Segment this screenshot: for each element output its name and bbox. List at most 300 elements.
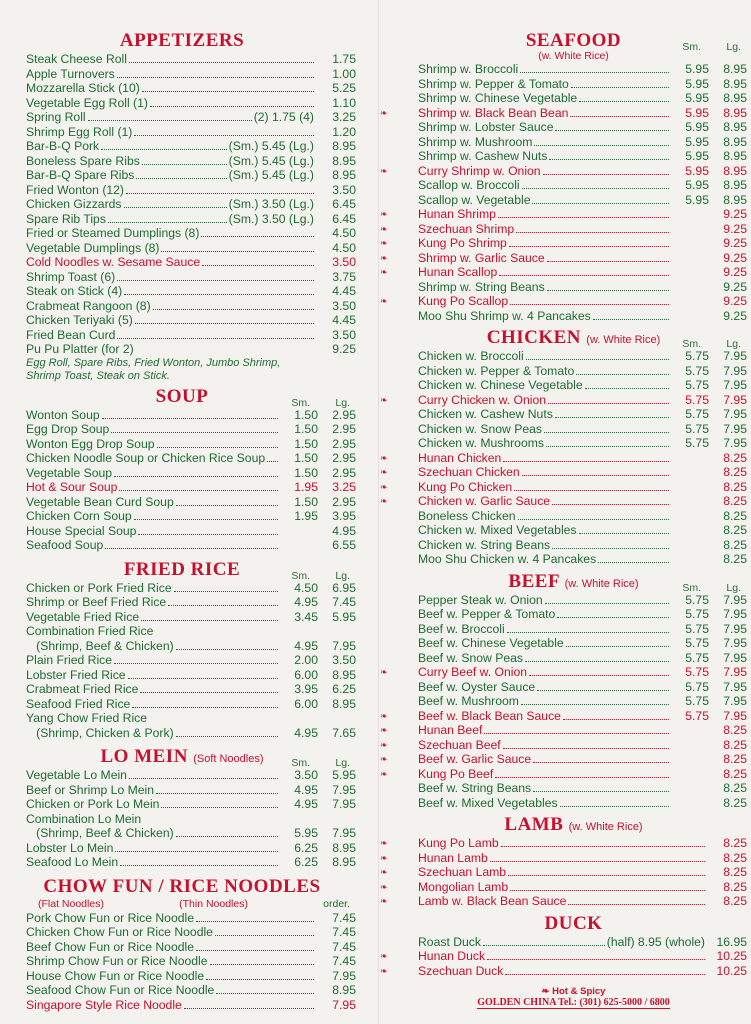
price-large: 8.25 bbox=[723, 523, 747, 537]
price-large: 2.95 bbox=[332, 407, 356, 422]
item-name: Scallop w. Vegetable bbox=[418, 192, 531, 207]
item-name: Chicken Noodle Soup or Chicken Rice Soup bbox=[26, 451, 266, 465]
menu-item bbox=[380, 737, 747, 753]
menu-item bbox=[8, 783, 356, 798]
section-soup bbox=[8, 386, 356, 553]
menu-item bbox=[8, 154, 356, 169]
price-small: 4.95 bbox=[294, 638, 318, 653]
dot-leader bbox=[598, 561, 669, 563]
menu-item bbox=[8, 768, 356, 783]
dot-leader bbox=[161, 806, 278, 808]
section-title-text: LAMB bbox=[504, 814, 564, 835]
item-name: Shrimp Toast (6) bbox=[26, 269, 116, 284]
price-large: 5.25 bbox=[332, 81, 356, 95]
item-name: Vegetable Dumplings (8) bbox=[26, 240, 160, 255]
menu-item bbox=[380, 163, 747, 179]
item-name: Shrimp or Beef Fried Rice bbox=[26, 595, 167, 609]
dot-leader bbox=[514, 489, 669, 491]
item-name: Singapore Style Rice Noodle bbox=[26, 997, 182, 1012]
item-name: Beef w. Black Bean Sauce bbox=[418, 708, 561, 723]
dot-leader bbox=[156, 792, 278, 794]
menu-item bbox=[8, 610, 356, 625]
price-large: 6.55 bbox=[332, 538, 356, 552]
item-name: Lobster Lo Mein bbox=[26, 840, 114, 855]
menu-item bbox=[8, 595, 356, 610]
price-large: 8.95 bbox=[332, 855, 356, 869]
price-small: 5.95 bbox=[685, 134, 709, 149]
dot-leader bbox=[135, 322, 314, 324]
dot-leader bbox=[128, 677, 278, 679]
price-large: 7.95 bbox=[332, 782, 356, 797]
dot-leader bbox=[114, 662, 278, 664]
item-name: Shrimp w. Lobster Sauce bbox=[418, 120, 554, 134]
contact-text: GOLDEN CHINA Tel.: (301) 625-5000 / 6800 bbox=[477, 997, 670, 1008]
pepper-icon: ❧ bbox=[380, 481, 388, 492]
dot-leader bbox=[498, 216, 669, 218]
dot-leader bbox=[532, 202, 669, 204]
section-title bbox=[400, 814, 747, 836]
item-name: Beef or Shrimp Lo Mein bbox=[26, 782, 155, 797]
price-small: 5.75 bbox=[685, 421, 709, 436]
section-title-text: FRIED RICE bbox=[123, 558, 241, 580]
menu-item bbox=[8, 125, 356, 140]
item-name: Beef w. Oyster Sauce bbox=[418, 679, 536, 694]
price-large: 3.50 bbox=[332, 255, 356, 269]
dot-leader bbox=[105, 547, 278, 549]
menu-item bbox=[400, 538, 747, 553]
price-large: 7.95 bbox=[723, 363, 747, 378]
price-large: 9.25 bbox=[723, 279, 747, 294]
menu-item bbox=[8, 81, 356, 96]
dot-leader bbox=[499, 274, 669, 276]
pepper-icon: ❧ bbox=[380, 452, 388, 463]
item-name: Chicken w. Chinese Vegetable bbox=[418, 378, 583, 392]
pepper-icon: ❧ bbox=[380, 252, 388, 263]
section-title bbox=[8, 876, 356, 898]
dot-leader bbox=[111, 431, 278, 433]
item-name: Mozzarella Stick (10) bbox=[26, 81, 140, 95]
price-small: 5.75 bbox=[685, 436, 709, 450]
dot-leader bbox=[487, 958, 705, 960]
left-column bbox=[8, 30, 356, 1012]
menu-item bbox=[380, 392, 747, 408]
section-title bbox=[8, 30, 356, 52]
item-name: Steak on Stick (4) bbox=[26, 284, 123, 298]
dot-leader bbox=[571, 86, 669, 88]
spicy-legend bbox=[400, 986, 747, 997]
item-name: Szechuan Duck bbox=[418, 963, 504, 978]
item-name: Kung Po Chicken bbox=[418, 479, 513, 494]
price-large: 8.95 bbox=[723, 105, 747, 120]
item-name: Vegetable Fried Rice bbox=[26, 609, 140, 624]
price-large: 7.45 bbox=[332, 595, 356, 609]
menu-item bbox=[8, 940, 356, 955]
price-small: 5.75 bbox=[685, 694, 709, 708]
dot-leader bbox=[522, 187, 669, 189]
item-name: Curry Chicken w. Onion bbox=[418, 392, 547, 407]
item-size-prices: (Sm.) 5.45 (Lg.) bbox=[228, 139, 314, 153]
item-name: Spring Roll bbox=[26, 110, 86, 124]
price-large: 7.95 bbox=[723, 694, 747, 708]
price-large: 7.95 bbox=[723, 407, 747, 421]
section-title-text: SOUP bbox=[155, 385, 209, 407]
price-small: 4.95 bbox=[294, 595, 318, 609]
column-header-small: Sm. bbox=[291, 396, 310, 409]
dot-leader bbox=[101, 148, 227, 150]
price-large: 8.25 bbox=[723, 781, 747, 795]
price-large: 7.95 bbox=[723, 436, 747, 450]
price-large: 7.45 bbox=[332, 954, 356, 968]
dot-leader bbox=[534, 144, 669, 146]
price-large: 7.95 bbox=[332, 968, 356, 983]
section-title bbox=[8, 386, 356, 408]
column-header-small: Sm. bbox=[682, 581, 701, 594]
dot-leader bbox=[510, 889, 705, 891]
pepper-icon: ❧ bbox=[380, 710, 388, 721]
pepper-icon: ❧ bbox=[380, 165, 388, 176]
item-name: Bar-B-Q Spare Ribs bbox=[26, 168, 135, 182]
section-fried-rice bbox=[8, 559, 356, 741]
item-name: Vegetable Bean Curd Soup bbox=[26, 494, 174, 509]
price-small: 5.75 bbox=[685, 392, 709, 407]
menu-item bbox=[380, 236, 747, 251]
dot-leader bbox=[546, 445, 669, 447]
item-size-prices: (Sm.) 5.45 (Lg.) bbox=[228, 153, 314, 168]
dot-leader bbox=[509, 245, 669, 247]
price-large: 8.25 bbox=[723, 752, 747, 766]
price-large: 1.20 bbox=[332, 124, 356, 139]
item-name: Beef w. Chinese Vegetable bbox=[418, 636, 564, 650]
menu-item bbox=[400, 178, 747, 193]
dot-leader bbox=[267, 460, 278, 462]
menu-item bbox=[8, 226, 356, 241]
price-large: 8.95 bbox=[332, 983, 356, 997]
dot-leader bbox=[516, 231, 669, 233]
price-large: 3.25 bbox=[332, 480, 356, 494]
menu-item bbox=[400, 694, 747, 709]
menu-item bbox=[400, 781, 747, 796]
item-name: Beef w. String Beans bbox=[418, 781, 532, 795]
dot-leader bbox=[174, 590, 278, 592]
menu-item bbox=[8, 168, 356, 183]
dot-leader bbox=[161, 250, 314, 252]
price-large: 10.25 bbox=[716, 949, 747, 963]
menu-item bbox=[400, 135, 747, 150]
dot-leader bbox=[108, 221, 227, 223]
item-name: Lobster Fried Rice bbox=[26, 667, 126, 682]
item-name: Apple Turnovers bbox=[26, 66, 115, 81]
price-large: 7.95 bbox=[723, 679, 747, 694]
item-name: Curry Shrimp w. Onion bbox=[418, 163, 541, 178]
price-small: 4.50 bbox=[294, 580, 318, 595]
column-header-small: Sm. bbox=[682, 338, 701, 350]
price-large: 7.95 bbox=[723, 708, 747, 723]
price-large: 3.50 bbox=[332, 653, 356, 667]
price-small: 5.95 bbox=[685, 178, 709, 192]
price-large: 3.75 bbox=[332, 269, 356, 284]
column-header-large: Lg. bbox=[726, 41, 741, 53]
price-large: 7.45 bbox=[332, 925, 356, 939]
menu-item bbox=[8, 466, 356, 481]
menu-item bbox=[400, 309, 747, 324]
price-large: 8.25 bbox=[723, 508, 747, 523]
menu-item bbox=[380, 949, 747, 964]
spicy-legend-label: Hot & Spicy bbox=[552, 986, 606, 997]
menu-item bbox=[400, 593, 747, 608]
item-name: Chicken Corn Soup bbox=[26, 509, 132, 523]
pepper-icon: ❧ bbox=[380, 209, 388, 219]
price-large: 6.45 bbox=[332, 211, 356, 226]
item-name: (Shrimp, Beef & Chicken) bbox=[26, 638, 174, 653]
menu-item bbox=[8, 480, 356, 495]
pepper-icon: ❧ bbox=[380, 768, 388, 779]
dot-leader bbox=[503, 747, 669, 749]
item-name: Szechuan Beef bbox=[418, 737, 501, 752]
price-small: 5.75 bbox=[685, 636, 709, 650]
pepper-icon: ❧ bbox=[380, 223, 388, 234]
section-title-text: LO MEIN bbox=[100, 746, 188, 767]
menu-item bbox=[380, 250, 747, 266]
price-large: 8.95 bbox=[332, 667, 356, 682]
menu-item bbox=[8, 255, 356, 270]
price-large: 9.25 bbox=[723, 250, 747, 265]
dot-leader bbox=[126, 192, 314, 194]
price-large: 5.95 bbox=[332, 768, 356, 782]
price-large: 16.95 bbox=[716, 934, 747, 949]
dot-leader bbox=[552, 547, 669, 549]
item-name: Beef Chow Fun or Rice Noodle bbox=[26, 939, 195, 954]
dot-leader bbox=[507, 631, 669, 633]
price-small: 3.50 bbox=[294, 768, 318, 782]
item-name: Kung Po Scallop bbox=[418, 294, 509, 308]
menu-item bbox=[380, 836, 747, 851]
item-name: Chicken Gizzards bbox=[26, 197, 122, 211]
dot-leader bbox=[117, 279, 314, 281]
price-small: 1.50 bbox=[294, 451, 318, 465]
dot-leader bbox=[142, 163, 227, 165]
dot-leader bbox=[141, 619, 278, 621]
dot-leader bbox=[124, 206, 227, 208]
price-large: 8.95 bbox=[332, 696, 356, 711]
dot-leader bbox=[537, 689, 669, 691]
price-large: 7.95 bbox=[723, 665, 747, 679]
item-size-prices: (2) 1.75 (4) bbox=[253, 110, 314, 124]
price-small: 5.95 bbox=[685, 105, 709, 120]
menu-item bbox=[400, 796, 747, 811]
item-name: Hunan Chicken bbox=[418, 450, 502, 465]
price-small: 5.95 bbox=[685, 149, 709, 163]
dot-leader bbox=[176, 504, 278, 506]
price-large: 6.45 bbox=[332, 197, 356, 211]
menu-item bbox=[8, 682, 356, 697]
price-large: 2.95 bbox=[332, 436, 356, 451]
price-large: 10.25 bbox=[716, 963, 747, 978]
dot-leader bbox=[117, 337, 314, 339]
dot-leader bbox=[508, 874, 705, 876]
item-name: Pepper Steak w. Onion bbox=[418, 592, 543, 607]
price-large: 3.50 bbox=[332, 327, 356, 342]
section-note: (w. White Rice) bbox=[538, 50, 609, 62]
price-large: 4.50 bbox=[332, 240, 356, 255]
column-header-large: Lg. bbox=[335, 396, 350, 409]
item-name: Scallop w. Broccoli bbox=[418, 178, 520, 192]
dot-leader bbox=[136, 177, 226, 179]
menu-item bbox=[380, 450, 747, 466]
price-small: 6.25 bbox=[294, 840, 318, 855]
menu-item bbox=[400, 523, 747, 538]
price-small: 6.00 bbox=[294, 667, 318, 682]
dot-leader bbox=[140, 691, 278, 693]
price-large: 8.95 bbox=[723, 163, 747, 178]
menu-item bbox=[400, 62, 747, 77]
dot-leader bbox=[157, 446, 278, 448]
menu-item bbox=[400, 935, 747, 950]
price-large: 4.95 bbox=[332, 523, 356, 538]
dot-leader bbox=[176, 648, 278, 650]
pepper-icon: ❧ bbox=[380, 496, 388, 506]
menu-item bbox=[8, 183, 356, 198]
price-small: 5.75 bbox=[685, 621, 709, 636]
section-subtitle: (w. White Rice) bbox=[568, 821, 643, 833]
dot-leader bbox=[490, 860, 705, 862]
price-large: 7.95 bbox=[332, 997, 356, 1012]
dot-leader bbox=[201, 235, 314, 237]
menu-item bbox=[8, 726, 356, 741]
section-chow-fun-rice-noodles bbox=[8, 876, 356, 1013]
price-large: 8.25 bbox=[723, 552, 747, 566]
item-name: Shrimp w. Garlic Sauce bbox=[418, 250, 545, 265]
item-name: House Special Soup bbox=[26, 523, 137, 538]
dot-leader bbox=[533, 761, 669, 763]
price-small: 4.95 bbox=[294, 725, 318, 740]
item-name: Moo Shu Chicken w. 4 Pancakes bbox=[418, 552, 597, 566]
item-name: Szechuan Shrimp bbox=[418, 221, 515, 236]
price-small: 5.95 bbox=[294, 826, 318, 840]
item-name: Kung Po Shrimp bbox=[418, 236, 507, 250]
item-name: Shrimp Egg Roll (1) bbox=[26, 124, 133, 139]
price-small: 5.95 bbox=[685, 163, 709, 178]
price-small: 5.75 bbox=[685, 708, 709, 723]
dot-leader bbox=[529, 674, 669, 676]
menu-item bbox=[8, 969, 356, 984]
menu-item bbox=[8, 96, 356, 111]
menu-item bbox=[8, 925, 356, 940]
menu-item bbox=[400, 407, 747, 422]
price-small: 5.75 bbox=[685, 607, 709, 621]
dot-leader bbox=[202, 264, 314, 266]
dot-leader bbox=[119, 489, 278, 491]
item-name: Chicken w. Mushrooms bbox=[418, 436, 544, 450]
item-name: Fried Wonton (12) bbox=[26, 182, 124, 197]
price-large: 9.25 bbox=[723, 265, 747, 279]
price-small: 5.95 bbox=[685, 192, 709, 207]
dot-leader bbox=[593, 318, 669, 320]
price-large: 8.95 bbox=[332, 139, 356, 153]
menu-item bbox=[380, 465, 747, 480]
menu-item bbox=[400, 77, 747, 92]
dot-leader bbox=[129, 777, 278, 779]
pepper-icon: ❧ bbox=[380, 896, 388, 906]
menu-item bbox=[380, 105, 747, 121]
menu-item bbox=[380, 207, 747, 222]
price-large: 8.25 bbox=[723, 537, 747, 552]
menu-item bbox=[380, 665, 747, 680]
price-large: 9.25 bbox=[723, 221, 747, 236]
menu-item bbox=[400, 378, 747, 393]
price-large: 8.25 bbox=[723, 723, 747, 737]
price-large: 7.95 bbox=[723, 349, 747, 363]
price-large: 7.45 bbox=[332, 939, 356, 954]
price-small: 1.50 bbox=[294, 465, 318, 480]
pepper-icon: ❧ bbox=[380, 725, 388, 735]
dot-leader bbox=[547, 260, 669, 262]
section-beef bbox=[380, 570, 747, 811]
section-appetizers bbox=[8, 30, 356, 383]
menu-item bbox=[8, 983, 356, 998]
item-name: Chicken w. Broccoli bbox=[418, 349, 524, 363]
menu-item bbox=[8, 139, 356, 154]
dot-leader bbox=[521, 703, 669, 705]
dot-leader bbox=[196, 949, 314, 951]
menu-item bbox=[8, 241, 356, 256]
section-title bbox=[8, 559, 356, 581]
dot-leader bbox=[153, 308, 314, 310]
item-name: Lamb w. Black Bean Sauce bbox=[418, 894, 567, 908]
price-large: 4.50 bbox=[332, 226, 356, 240]
item-name: Kung Po Lamb bbox=[418, 836, 499, 850]
item-name: Shrimp w. Black Bean Bean bbox=[418, 105, 569, 120]
item-name: Hunan Shrimp bbox=[418, 207, 496, 221]
price-large: 8.25 bbox=[723, 865, 747, 879]
price-large: 6.95 bbox=[332, 580, 356, 595]
item-name: Shrimp w. Cashew Nuts bbox=[418, 149, 548, 163]
menu-item bbox=[400, 680, 747, 695]
menu-item bbox=[8, 437, 356, 452]
item-name: Beef w. Broccoli bbox=[418, 621, 505, 636]
dot-leader bbox=[176, 735, 278, 737]
item-name: Chicken or Pork Fried Rice bbox=[26, 580, 172, 595]
dot-leader bbox=[579, 532, 669, 534]
dot-leader bbox=[563, 718, 669, 720]
menu-item bbox=[400, 349, 747, 364]
price-large: 8.25 bbox=[723, 795, 747, 810]
item-name: Wonton Egg Drop Soup bbox=[26, 436, 155, 451]
price-large: 7.95 bbox=[723, 592, 747, 607]
price-small: 1.50 bbox=[294, 494, 318, 509]
menu-item bbox=[8, 911, 356, 926]
dot-leader bbox=[518, 518, 669, 520]
noodle-type-a: (Flat Noodles) bbox=[38, 897, 104, 910]
menu-item bbox=[400, 552, 747, 567]
menu-item bbox=[8, 408, 356, 423]
dot-leader bbox=[557, 616, 669, 618]
item-name: Pork Chow Fun or Rice Noodle bbox=[26, 910, 194, 925]
dot-leader bbox=[150, 105, 314, 107]
item-name: Hot & Sour Soup bbox=[26, 480, 118, 494]
price-small: 4.95 bbox=[294, 797, 318, 811]
dot-leader bbox=[579, 100, 669, 102]
price-large: 7.95 bbox=[723, 621, 747, 636]
dot-leader bbox=[555, 416, 669, 418]
price-small: 5.75 bbox=[685, 592, 709, 607]
item-name: Seafood Fried Rice bbox=[26, 696, 131, 711]
dot-leader bbox=[142, 90, 314, 92]
menu-item bbox=[8, 697, 356, 712]
menu-item bbox=[400, 149, 747, 164]
item-size-prices: (Sm.) 3.50 (Lg.) bbox=[228, 211, 314, 226]
price-large: 1.75 bbox=[332, 52, 356, 66]
column-header-small: Sm. bbox=[291, 757, 310, 769]
